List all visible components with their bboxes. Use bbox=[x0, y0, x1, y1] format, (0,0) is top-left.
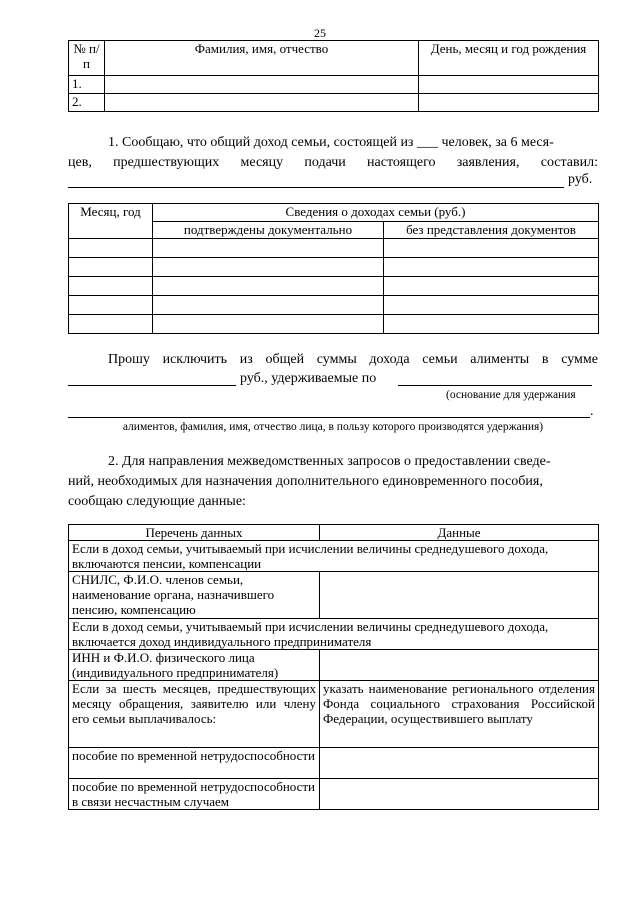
table-row bbox=[69, 650, 599, 681]
table-row bbox=[69, 779, 599, 810]
section2-line2: ний, необходимых для назначения дополнительного единовременного пособия, bbox=[68, 474, 543, 489]
table-row: 1. bbox=[69, 76, 599, 94]
total-income-line[interactable] bbox=[68, 187, 564, 188]
alimony-recipient-line[interactable] bbox=[68, 417, 590, 418]
family-table bbox=[68, 40, 599, 112]
row-accident: пособие по временной нетрудоспособности в связи несчастным случаем bbox=[69, 779, 320, 810]
table-row: 2. bbox=[69, 94, 599, 112]
row-ip-title: Если в доход семьи, учитываемый при исчислении величины среднедушевого дохода, включается доход индивидуального предпринимателя bbox=[69, 619, 599, 650]
alimony-bottom-note: алиментов, фамилия, имя, отчество лица, в пользу которого производятся удержания) bbox=[122, 421, 544, 433]
table-row bbox=[69, 681, 599, 748]
row-sick-leave: пособие по временной нетрудоспособности bbox=[69, 748, 320, 779]
row-snils: СНИЛС, Ф.И.О. членов семьи, наименование органа, назначившего пенсию, компенсацию bbox=[69, 572, 320, 619]
table-row bbox=[69, 277, 599, 296]
table-row bbox=[69, 315, 599, 334]
header-unconfirmed: без представления документов bbox=[384, 221, 599, 239]
section2-line3: сообщаю следующие данные: bbox=[68, 494, 246, 509]
header-income-info: Сведения о доходах семьи (руб.) bbox=[153, 204, 599, 222]
alimony-rub-text: руб., удерживаемые по bbox=[240, 371, 377, 386]
header-data-values: Данные bbox=[320, 525, 599, 541]
section1-line1: 1. Сообщаю, что общий доход семьи, состоящей из ___ человек, за 6 меся- bbox=[108, 135, 554, 150]
alimony-basis-note: (основание для удержания bbox=[446, 389, 576, 401]
header-confirmed: подтверждены документально bbox=[153, 221, 384, 239]
sick-leave-value[interactable] bbox=[320, 748, 599, 779]
table-row bbox=[69, 296, 599, 315]
table-row bbox=[69, 572, 599, 619]
table-row bbox=[69, 619, 599, 650]
row-pension-title: Если в доход семьи, учитываемый при исчислении величины среднедушевого дохода, включаются пенсии, компенсации bbox=[69, 541, 599, 572]
alimony-line1: Прошу исключить из общей суммы дохода семьи алименты в сумме bbox=[108, 352, 598, 367]
section2-line1: 2. Для направления межведомственных запросов о предоставлении сведе- bbox=[108, 454, 551, 469]
table-row bbox=[69, 748, 599, 779]
currency-rub: руб. bbox=[568, 172, 593, 187]
header-birth-date: День, месяц и год рождения bbox=[419, 41, 599, 76]
snils-value[interactable] bbox=[320, 572, 599, 619]
page-number: 25 bbox=[314, 26, 326, 40]
accident-value[interactable] bbox=[320, 779, 599, 810]
header-data-list: Перечень данных bbox=[69, 525, 320, 541]
table-row bbox=[69, 239, 599, 258]
header-number: № п/п bbox=[69, 41, 105, 76]
header-full-name: Фамилия, имя, отчество bbox=[105, 41, 419, 76]
section1-line2: цев, предшествующих месяцу подачи настоящего заявления, составил: bbox=[68, 155, 598, 170]
inn-value[interactable] bbox=[320, 650, 599, 681]
row-inn: ИНН и Ф.И.О. физического лица (индивидуального предпринимателя) bbox=[69, 650, 320, 681]
row-fund: указать наименование регионального отделения Фонда социального страхования Российской Федерации, осуществившего выплату bbox=[320, 681, 599, 748]
income-table bbox=[68, 203, 599, 334]
table-row bbox=[69, 541, 599, 572]
header-month: Месяц, год bbox=[69, 204, 153, 239]
row-six-months: Если за шесть месяцев, предшествующих месяцу обращения, заявителю или члену его семьи выплачивалось: bbox=[69, 681, 320, 748]
alimony-basis-line[interactable] bbox=[398, 385, 592, 386]
alimony-amount-line[interactable] bbox=[68, 385, 236, 386]
data-table bbox=[68, 524, 599, 810]
table-row bbox=[69, 258, 599, 277]
